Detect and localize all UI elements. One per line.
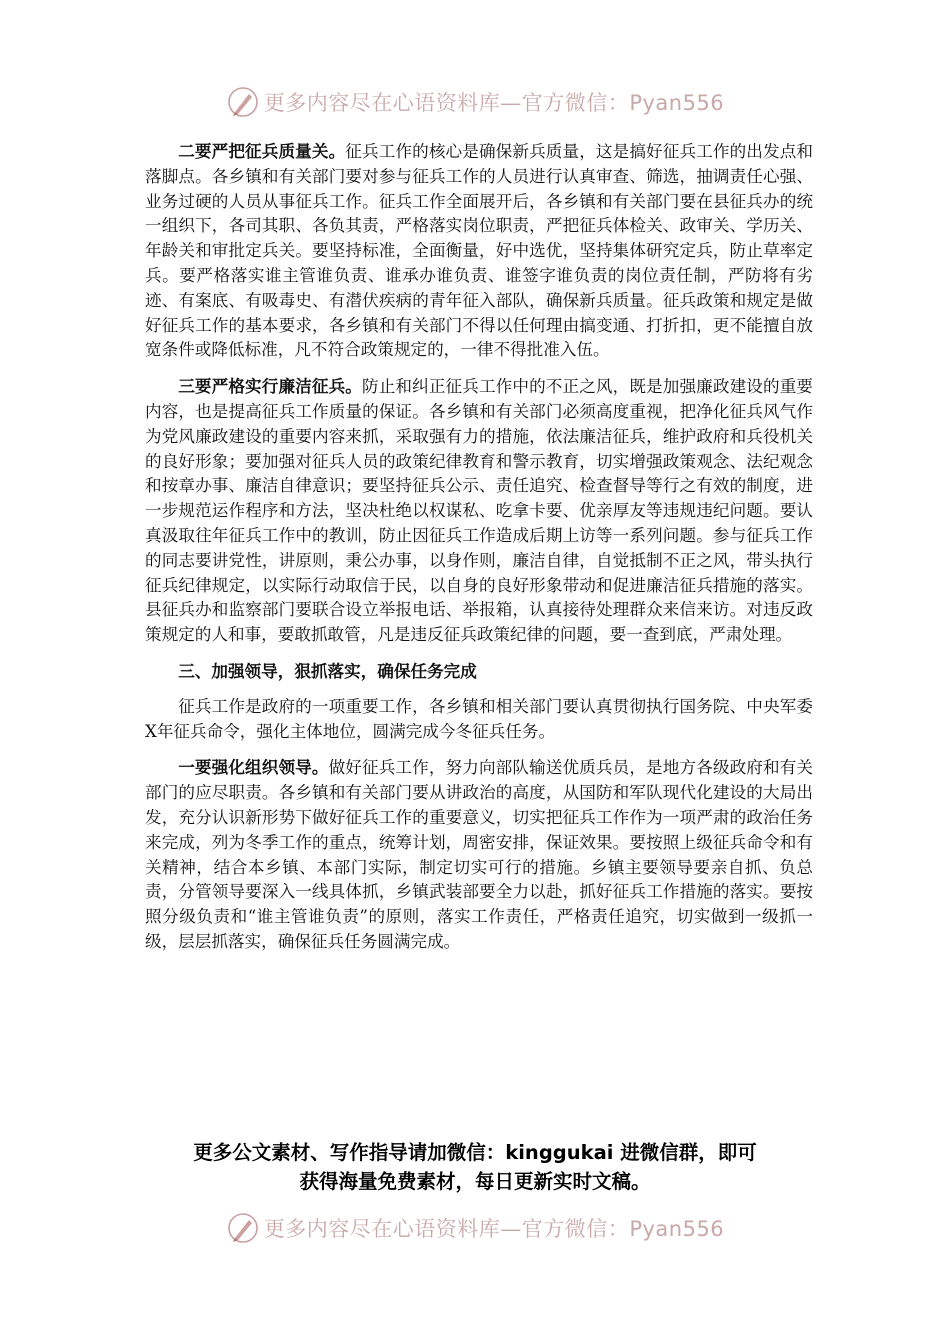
paragraph-text: 防止和纠正征兵工作中的不正之风，既是加强廉政建设的重要内容，也是提高征兵工作质量的保证。各乡镇和有关部门必须高度重视，把净化征兵风气作为党风廉政建设的重要内容来抓，采取强有力的措施，依法廉洁征兵，维护政府和兵役机关的良好形象；要加强对征兵人员的政策纪律教育和警示教育，切实增强政策观念、法纪观念和按章办事、廉洁自律意识；要坚持征兵公示、责任追究、检查督导等行之有效的制度，进一步规范运作程序和方法，坚决杜绝以权谋私、吃拿卡要、优亲厚友等违规违纪问题。要认真汲取往年征兵工作中的教训，防止因征兵工作造成后期上访等一系列问题。参与征兵工作的同志要讲党性，讲原则，秉公办事，以身作则，廉洁自律，自觉抵制不正之风，带头执行征兵纪律规定，以实际行动取信于民，以自身的良好形象带动和促进廉洁征兵措施的落实。县征兵办和监察部门要联合设立举报电话、举报箱，认真接待处理群众来信来访。对违反政策规定的人和事，要敢抓敢管，凡是违反征兵政策纪律的问题，要一查到底，严肃处理。 [145,377,814,645]
paragraph-text: 征兵工作是政府的一项重要工作，各乡镇和相关部门要认真贯彻执行国务院、中央军委X年征兵命令，强化主体地位，圆满完成今冬征兵任务。 [145,696,813,741]
promo-line-2: 获得海量免费素材，每日更新实时文稿。 [299,1170,651,1193]
section-heading: 三、加强领导，狠抓落实，确保任务完成 [178,660,477,681]
pen-logo-icon [226,1211,260,1245]
footer-watermark-banner [0,1208,950,1248]
article-body [145,139,813,966]
paragraph-text: 做好征兵工作，努力向部队输送优质兵员，是地方各级政府和有关部门的应尽职责。各乡镇和有关部门要从讲政治的高度，从国防和军队现代化建设的大局出发，充分认识新形势下做好征兵工作的重要意义，切实把征兵工作作为一项严肃的政治任务来完成，列为冬季工作的重点，统筹计划，周密安排，保证效果。要按照上级征兵命令和有关精神，结合本乡镇、本部门实际，制定切实可行的措施。乡镇主要领导要亲自抓、负总责，分管领导要深入一线具体抓，乡镇武装部要全力以赴，抓好征兵工作措施的落实。要按照分级负责和“谁主管谁负责”的原则，落实工作责任，严格责任追究，切实做到一级抓一级，层层抓落实，确保征兵任务圆满完成。 [145,758,814,951]
header-watermark-banner [0,82,950,122]
promo-notice [110,1138,840,1196]
paragraph-lead: 二要严把征兵质量关。 [178,141,346,161]
paragraph-intro [145,695,813,745]
footer-watermark-text: 更多内容尽在心语资料库—官方微信：Pyan556 [263,1217,725,1241]
paragraph-integrity [145,374,813,648]
paragraph-quality [145,139,813,363]
promo-line-1: 更多公文素材、写作指导请加微信：kinggukai 进微信群，即可 [193,1141,757,1164]
paragraph-text: 征兵工作的核心是确保新兵质量，这是搞好征兵工作的出发点和落脚点。各乡镇和有关部门要对参与征兵工作的人员进行认真审查、筛选，抽调责任心强、业务过硬的人员从事征兵工作。征兵工作全面展开后，各乡镇和有关部门要在县征兵办的统一组织下，各司其职、各负其责，严格落实岗位职责，严把征兵体检关、政审关、学历关、年龄关和审批定兵关。要坚持标准，全面衡量，好中选优，坚持集体研究定兵，防止草率定兵。要严格落实谁主管谁负责、谁承办谁负责、谁签字谁负责的岗位责任制，严防将有劣迹、有案底、有吸毒史、有潜伏疾病的青年征入部队，确保新兵质量。征兵政策和规定是做好征兵工作的基本要求，各乡镇和有关部门不得以任何理由搞变通、打折扣，更不能擅自放宽条件或降低标准，凡不符合政策规定的，一律不得批准入伍。 [145,142,814,360]
paragraph-lead: 一要强化组织领导。 [178,757,329,778]
paragraph-leadership [145,755,813,954]
pen-logo-icon [226,85,260,119]
paragraph-lead: 三要严格实行廉洁征兵。 [178,376,362,397]
header-watermark-text: 更多内容尽在心语资料库—官方微信：Pyan556 [263,91,725,115]
